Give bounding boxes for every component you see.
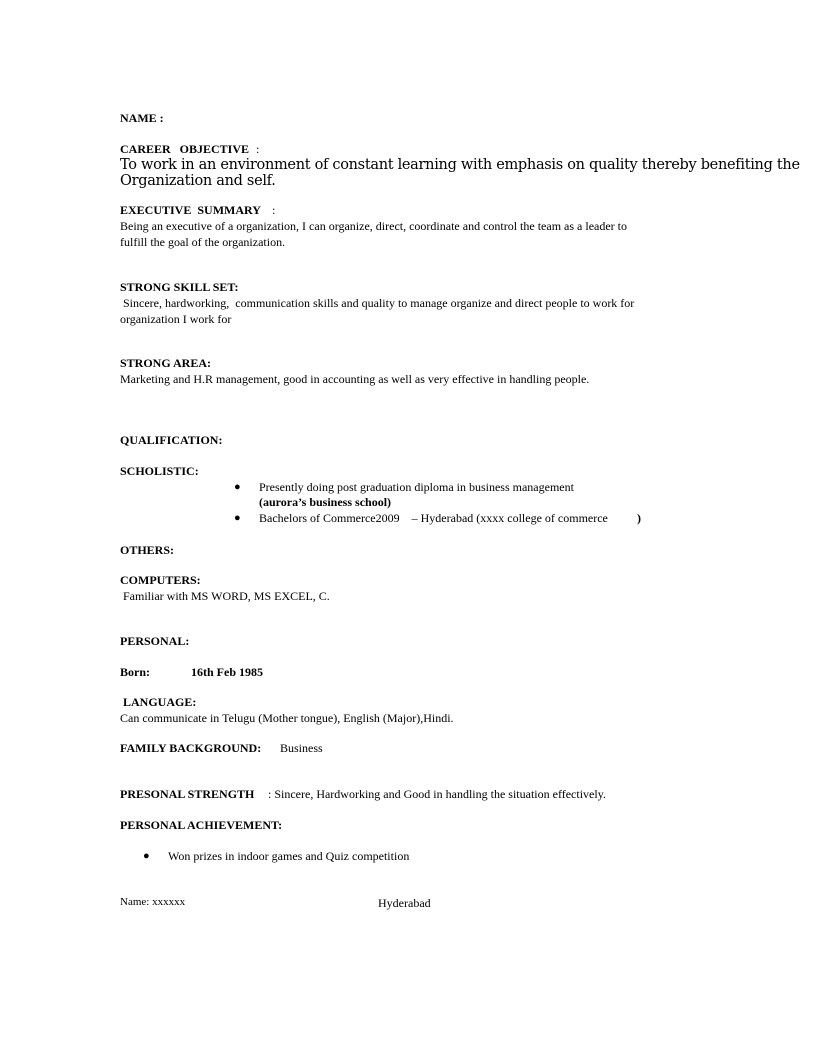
family-background-label: FAMILY BACKGROUND:	[120, 741, 262, 755]
executive-summary-colon: :	[272, 203, 276, 217]
family-background-value: Business	[280, 741, 323, 755]
career-objective-line-2: Organization and self.	[120, 173, 276, 189]
qualification-heading: QUALIFICATION:	[120, 433, 223, 447]
executive-summary-line-1: Being an executive of a organization, I can organize, direct, coordinate and control the team as a leader to	[120, 219, 628, 233]
others-heading: OTHERS:	[120, 543, 175, 557]
strong-skill-set-heading: STRONG SKILL SET:	[120, 280, 239, 294]
footer-place: Hyderabad	[378, 896, 431, 910]
personal-strength-label: PRESONAL STRENGTH	[120, 787, 255, 801]
qualification-item-1-line-1: Presently doing post graduation diploma in business management	[259, 480, 574, 494]
born-label: Born:	[120, 665, 150, 679]
born-value: 16th Feb 1985	[191, 665, 263, 679]
qualification-item-1-line-2: (aurora’s business school)	[259, 495, 392, 509]
strong-area-heading: STRONG AREA:	[120, 356, 212, 370]
executive-summary-line-2: fulfill the goal of the organization.	[120, 235, 286, 249]
footer-name: Name: xxxxxx	[120, 896, 186, 908]
qualification-item-2-line-1: Bachelors of Commerce2009 – Hyderabad (xxxx college of commerce	[259, 511, 608, 525]
career-objective-colon: :	[256, 142, 260, 156]
strong-area-text: Marketing and H.R management, good in accounting as well as very effective in handling people.	[120, 372, 590, 386]
scholistic-heading: SCHOLISTIC:	[120, 464, 199, 478]
personal-heading: PERSONAL:	[120, 634, 190, 648]
personal-achievement-heading: PERSONAL ACHIEVEMENT:	[120, 818, 283, 832]
career-objective-heading: CAREER OBJECTIVE	[120, 142, 250, 156]
computers-heading: COMPUTERS:	[120, 573, 201, 587]
strong-skill-set-line-2: organization I work for	[120, 312, 232, 326]
bullet-icon: ●	[234, 512, 241, 524]
personal-strength-value: : Sincere, Hardworking and Good in handling the situation effectively.	[268, 787, 606, 801]
qualification-item-2-close: )	[637, 511, 641, 525]
bullet-icon: ●	[143, 850, 150, 862]
computers-text: Familiar with MS WORD, MS EXCEL, C.	[120, 589, 330, 603]
career-objective-line-1: To work in an environment of constant learning with emphasis on quality thereby benefiting the	[120, 157, 800, 173]
achievement-item: Won prizes in indoor games and Quiz competition	[168, 849, 410, 863]
strong-skill-set-line-1: Sincere, hardworking, communication skills and quality to manage organize and direct people to work for	[120, 296, 635, 310]
bullet-icon: ●	[234, 481, 241, 493]
executive-summary-heading: EXECUTIVE SUMMARY	[120, 203, 261, 217]
language-heading: LANGUAGE:	[120, 695, 197, 709]
language-text: Can communicate in Telugu (Mother tongue), English (Major),Hindi.	[120, 711, 454, 725]
name-label: NAME :	[120, 111, 164, 125]
